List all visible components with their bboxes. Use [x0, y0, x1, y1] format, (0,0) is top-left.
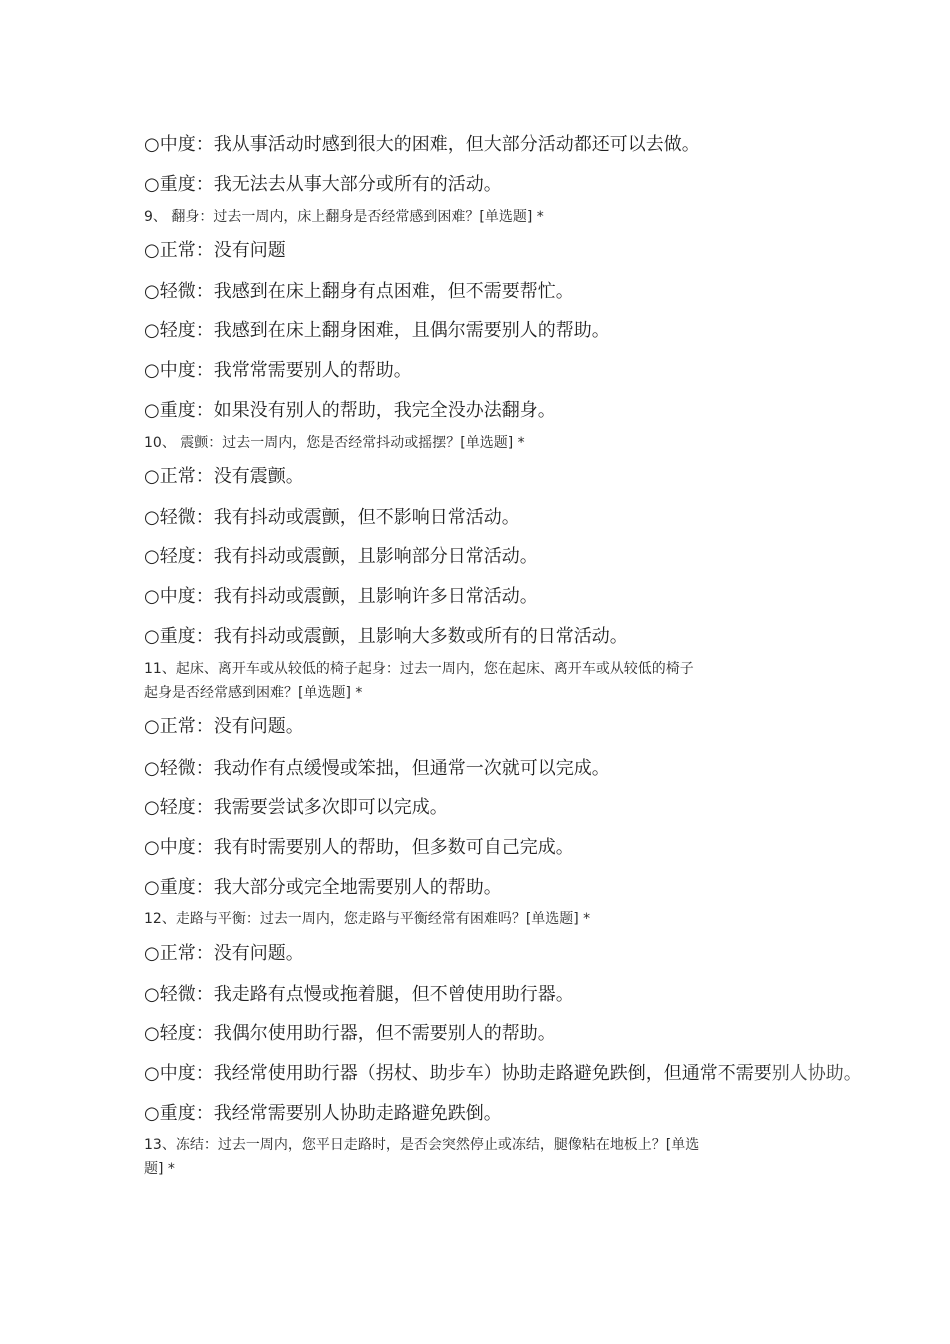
answer-option[interactable] — [144, 628, 628, 646]
answer-option[interactable] — [144, 1065, 862, 1083]
line-text: ○轻度：我有抖动或震颤，且影响部分日常活动。 — [144, 546, 538, 567]
line-text: ○重度：如果没有别人的帮助，我完全没办法翻身。 — [144, 400, 556, 421]
line-text: ○重度：我有抖动或震颤，且影响大多数或所有的日常活动。 — [144, 626, 628, 647]
answer-option[interactable] — [144, 760, 610, 778]
answer-option[interactable] — [144, 322, 610, 340]
line-text: ○中度：我有抖动或震颤，且影响许多日常活动。 — [144, 586, 538, 607]
line-text: ○中度：我常常需要别人的帮助。 — [144, 360, 412, 381]
line-text: ○中度：我经常使用助行器（拐杖、助步车）协助走路避免跌倒，但通常不需要 — [144, 1063, 772, 1084]
line-text: ○轻微：我感到在床上翻身有点困难，但不需要帮忙。 — [144, 281, 574, 302]
line-text: ○轻微：我有抖动或震颤，但不影响日常活动。 — [144, 507, 520, 528]
line-text: ○正常：没有震颤。 — [144, 466, 304, 487]
question-line — [144, 436, 525, 450]
line-text: ○正常：没有问题 — [144, 240, 286, 261]
line-text: ○重度：我经常需要别人协助走路避免跌倒。 — [144, 1103, 502, 1124]
answer-option[interactable] — [144, 718, 304, 736]
line-text: 题] * — [144, 1161, 175, 1177]
answer-option[interactable] — [144, 362, 412, 380]
answer-option[interactable] — [144, 468, 304, 486]
line-text: 10、 震颤：过去一周内，您是否经常抖动或摇摆？[单选题] * — [144, 435, 525, 451]
question-line — [144, 686, 362, 700]
line-text: ○重度：我无法去从事大部分或所有的活动。 — [144, 174, 502, 195]
answer-option[interactable] — [144, 945, 304, 963]
answer-option[interactable] — [144, 136, 700, 154]
answer-option[interactable] — [144, 799, 448, 817]
line-text: 9、 翻身：过去一周内，床上翻身是否经常感到困难？[单选题] * — [144, 209, 544, 225]
line-text: ○轻度：我感到在床上翻身困难，且偶尔需要别人的帮助。 — [144, 320, 610, 341]
answer-option[interactable] — [144, 509, 520, 527]
line-text: ○轻微：我走路有点慢或拖着腿，但不曾使用助行器。 — [144, 984, 574, 1005]
question-line — [144, 662, 694, 676]
answer-option[interactable] — [144, 548, 538, 566]
line-text: ○正常：没有问题。 — [144, 716, 304, 737]
line-text: ○正常：没有问题。 — [144, 943, 304, 964]
answer-option[interactable] — [144, 986, 574, 1004]
line-text: ○中度：我有时需要别人的帮助，但多数可自己完成。 — [144, 837, 574, 858]
answer-option[interactable] — [144, 242, 286, 260]
question-line — [144, 1162, 175, 1176]
line-text: ○轻度：我需要尝试多次即可以完成。 — [144, 797, 448, 818]
answer-option[interactable] — [144, 1105, 502, 1123]
question-line — [144, 912, 590, 926]
answer-option[interactable] — [144, 839, 574, 857]
line-text: ○轻度：我偶尔使用助行器，但不需要别人的帮助。 — [144, 1023, 556, 1044]
line-text: ○中度：我从事活动时感到很大的困难，但大部分活动都还可以去做。 — [144, 134, 700, 155]
answer-option[interactable] — [144, 588, 538, 606]
question-line — [144, 210, 544, 224]
answer-option[interactable] — [144, 879, 502, 897]
answer-option[interactable] — [144, 1025, 556, 1043]
line-text: 13、冻结：过去一周内，您平日走路时，是否会突然停止或冻结，腿像粘在地板上？[单选 — [144, 1137, 700, 1153]
answer-option[interactable] — [144, 176, 502, 194]
line-text: 12、走路与平衡：过去一周内，您走路与平衡经常有困难吗？[单选题] * — [144, 911, 591, 927]
line-text-tail: 别人协助。 — [771, 1063, 862, 1084]
question-line — [144, 1138, 699, 1152]
line-text: 11、起床、离开车或从较低的椅子起身：过去一周内，您在起床、离开车或从较低的椅子 — [144, 661, 694, 677]
line-text: 起身是否经常感到困难？[单选题] * — [144, 685, 363, 701]
line-text: ○轻微：我动作有点缓慢或笨拙，但通常一次就可以完成。 — [144, 758, 610, 779]
line-text: ○重度：我大部分或完全地需要别人的帮助。 — [144, 877, 502, 898]
answer-option[interactable] — [144, 402, 556, 420]
answer-option[interactable] — [144, 283, 574, 301]
